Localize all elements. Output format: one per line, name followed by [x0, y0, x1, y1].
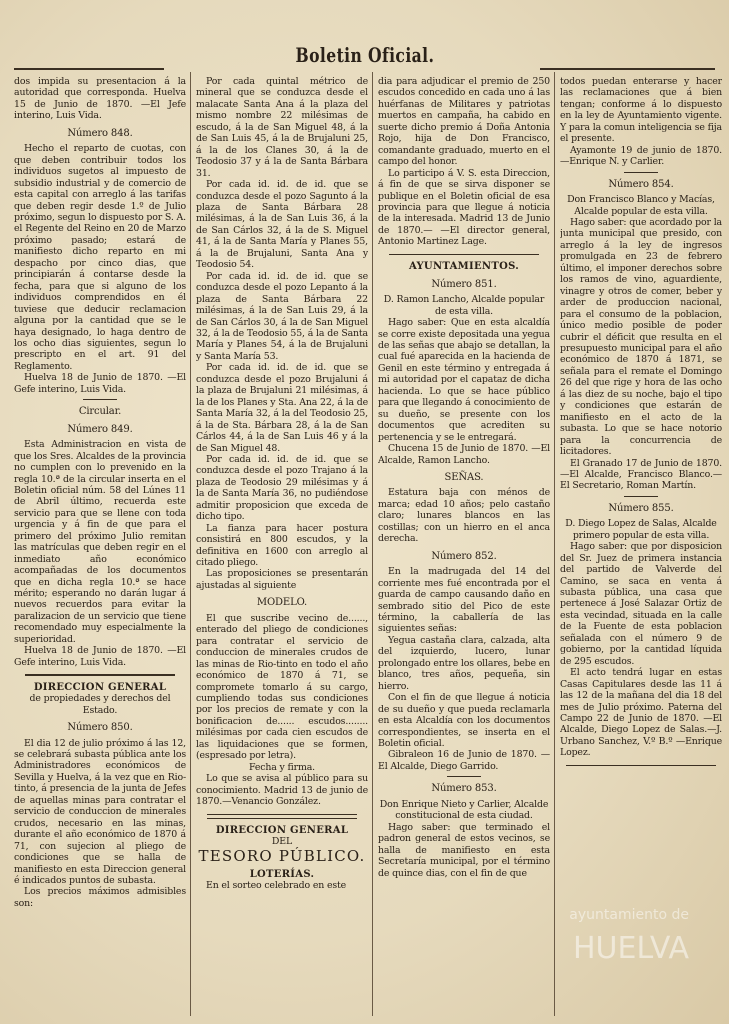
paragraph: Gibraleon 16 de Junio de 1870. —El Alcalde, Diego Garrido.: [378, 749, 550, 772]
separator-rule: [83, 399, 117, 400]
paragraph: Con el fin de que llegue á noticia de su dueño y que pueda reclamarla en esta Alcaldía con los documentos correspondientes, se inserta en el Boletin oficial.: [378, 692, 550, 749]
paragraph: Esta Administracion en vista de que los Sres. Alcaldes de la provincia no cumplen con lo prevenido en la regla 10.ª de la circular inserta en el Boletin oficial núm. 58 del Lúnes 11 de Abril último, recuerda este servicio para que se llene con toda urgencia y á fin de que para el primero del próximo Julio remitan las matrículas que deben regir en el inmediato año económico acompañadas de los documentos que en dicha regla 10.ª se hace mérito; esperando no darán lugar á nuevos recuerdos para evitar la paralizacion de un servicio que tiene recomendado muy especialmente la superioridad.: [14, 439, 186, 645]
section-heading: DIRECCION GENERAL: [33, 681, 167, 693]
section-heading: Número 848.: [67, 127, 133, 139]
paragraph: Hago saber: que terminado el padron general de estos vecinos, se halla de manifiesto en esta Secretaría municipal, por el término de quince dias, con el fin de que: [378, 821, 550, 879]
separator-rule: [624, 172, 658, 173]
paragraph: Hago saber: que por disposicion del Sr. Juez de primera instancia del partido de Valverde del Camino, se saca en venta á subasta pública, una casa que pertenece á José Salazar Ortiz de esta vecindad, situada en la calle de la Fuente de esta poblacion señalada con el número 9 de gobierno, por la cantidad líquida de 295 escudos.: [560, 541, 722, 667]
paragraph: Estatura baja con ménos de marca; edad 10 años; pelo castaño claro; lunares blancos en las costillas; con un hierro en el anca derecha.: [378, 487, 550, 545]
paragraph: Yegua castaña clara, calzada, alta del izquierdo, lucero, lunar prolongado entre los ollares, bebe en blanco, tres años, pequeña, sin hierro.: [378, 634, 550, 692]
paragraph: Don Francisco Blanco y Macías, Alcalde popular de esta villa.: [567, 194, 715, 217]
paragraph: El acto tendrá lugar en estas Casas Capitulares desde las 11 á las 12 de la mañana del dia 18 del mes de Julio próximo. Paterna del Campo 22 de Junio de 1870. —El Alcalde, Diego Lopez de Salas.—J. Urbano Sanchez, V.º B.º —Enrique Lopez.: [560, 667, 722, 759]
paragraph: Huelva 18 de Junio de 1870. —El Gefe interino, Luis Vida.: [14, 372, 186, 395]
column-divider: [372, 72, 373, 1016]
section-heading: Número 849.: [67, 423, 133, 435]
separator-rule: [447, 776, 481, 777]
paragraph: La fianza para hacer postura consistirá en 800 escudos, y la definitiva en 1600 con arreglo al citado pliego.: [196, 522, 368, 569]
separator-rule: [25, 674, 175, 676]
column-divider: [554, 72, 555, 1016]
separator-rule: [207, 814, 357, 819]
paragraph: Por cada id. id. de id. que se conduzca desde el pozo Sagunto á la plaza de Santa Bárbara 28 milésimas, á la de San Luis 36, á la de San Cárlos 32, á la de S. Miguel 41, á la de Santa María y Planes 55, á la de Brujaluni, Santa Ana y Teodosio 54.: [196, 179, 368, 271]
paragraph: Hago saber: que acordado por la junta municipal que presido, con arreglo á la ley de ingresos promulgada en 23 de febrero último, el imponer derechos sobre los ramos de vino, aguardiente, vinagre y otros de comer, beber y arder de produccion nacional, para el consumo de la poblacion, único medio posible de poder cubrir el déficit que resulta en el presupuesto municipal para el año económico de 1870 á 1871, se señala para el remate el Domingo 26 del que rige y hora de las ocho á las diez de su noche, bajo el tipo y condiciones que estarán de manifiesto en el acto de la subasta. Lo que se hace notorio para la concurrencia de licitadores.: [560, 216, 722, 458]
section-heading: Número 852.: [431, 550, 497, 562]
column-3: [378, 76, 550, 1016]
section-heading: DIRECCION GENERAL: [215, 824, 349, 836]
paragraph: El dia 12 de julio próximo á las 12, se celebrará subasta pública ante los Administradores económicos de Sevilla y Huelva, á la vez que en Rio-tinto, á presencia de la junta de Jefes de aquellas minas para contratar el servicio de conduccion de minerales crudos, necesario en las minas, durante el año económico de 1870 á 71, con sujecion al pliego de condiciones que se halla de manifiesto en esta Direccion general é indicados puntos de subasta.: [14, 737, 186, 886]
paragraph: Huelva 18 de Junio de 1870. —El Gefe interino, Luis Vida.: [14, 645, 186, 668]
section-heading: Número 855.: [608, 502, 674, 514]
section-heading: Número 854.: [608, 178, 674, 190]
section-heading: Número 853.: [431, 783, 497, 795]
section-heading: TESORO PÚBLICO.: [198, 847, 366, 866]
masthead-rule-right: [540, 68, 715, 70]
paragraph: Hecho el reparto de cuotas, con que deben contribuir todos los individuos sugetos al impuesto de subsidio industrial y de comercio de esta capital con arreglo á las tarifas que deben regir desde 1.º de Julio próximo, segun lo dispuesto por S. A. el Regente del Reino en 20 de Marzo próximo pasado; estará de manifiesto dicho reparto en mi despacho por cinco dias, que principiarán á contarse desde la fecha, para que si alguno de los individuos comprendidos en él tuviese que deducir reclamacion alguna por la cantidad que se le haya designado, lo haga dentro de los ocho dias siguientes, segun lo prescripto en el art. 91 del Reglamento.: [14, 143, 186, 372]
paragraph: Fecha y firma.: [249, 761, 315, 773]
section-heading: Número 851.: [431, 278, 497, 290]
separator-rule: [624, 496, 658, 497]
paragraph: todos puedan enterarse y hacer las reclamaciones que á bien tengan; conforme á lo dispuesto en la ley de Ayuntamiento vigente. Y para la comun inteligencia se fija el presente.: [560, 76, 722, 145]
paragraph: Chucena 15 de Junio de 1870. —El Alcalde, Ramon Lancho.: [378, 443, 550, 466]
masthead: [0, 40, 729, 70]
column-divider: [190, 72, 191, 1016]
column-1: [14, 76, 186, 1016]
separator-rule: [389, 254, 539, 256]
paragraph: Ayamonte 19 de junio de 1870. —Enrique N. y Carlier.: [560, 144, 722, 168]
watermark-line1: ayuntamiento de: [569, 907, 689, 923]
section-heading: LOTERÍAS.: [249, 868, 315, 880]
paragraph: Los precios máximos admisibles son:: [14, 886, 186, 909]
paragraph: dos impida su presentacion á la autoridad que corresponda. Huelva 15 de Junio de 1870. —El Jefe interino, Luis Vida.: [14, 76, 186, 122]
paragraph: El que suscribe vecino de......, enterado del pliego de condiciones para contratar el servicio de conduccion de minerales crudos de las minas de Rio-tinto en todo el año económico de 1870 á 71, se compromete tomarlo á su cargo, cumpliendo todas sus condiciones por los precios de remate y con la bonificacion de...... escudos........ milésimas por cada cien escudos de las liquidaciones que se formen, (espresado por letra).: [196, 612, 368, 762]
paragraph: Por cada id. id. de id. que se conduzca desde el pozo Lepanto á la plaza de Santa Bárbara 22 milésimas, á la de San Luis 29, á la de San Cárlos 30, á la de San Miguel 32, á la de Teodosio 55, á la de Santa María y Planes 54, á la de Brujaluni y Santa María 53.: [196, 270, 368, 362]
paragraph: El Granado 17 de Junio de 1870.—El Alcalde, Francisco Blanco.—El Secretario, Roman Martín.: [560, 457, 722, 492]
paragraph: dia para adjudicar el premio de 250 escudos concedido en cada uno á las huérfanas de Militares y patriotas muertos en campaña, ha cabido en suerte dicho premio á Doña Antonia Rojo, hija de Don Francisco, comandante graduado, muerto en el campo del honor.: [378, 76, 550, 168]
watermark: [569, 898, 689, 966]
paragraph: DEL: [271, 836, 293, 847]
section-heading: SEÑAS.: [444, 472, 484, 483]
section-heading: Circular.: [78, 406, 122, 418]
separator-rule: [566, 765, 716, 767]
paragraph: D. Ramon Lancho, Alcalde popular de esta villa.: [383, 294, 545, 317]
section-heading: MODELO.: [256, 597, 308, 609]
paragraph: D. Diego Lopez de Salas, Alcalde primero popular de esta villa.: [565, 518, 717, 541]
paragraph: Por cada id. id. de id. que se conduzca desde el pozo Brujaluni á la plaza de Brujaluni 21 milésimas, á la de los Planes y Sta. Ana 22, á la de Santa María 32, á la del Teodosio 25, á la de Sta. Bárbara 28, á la de San Cárlos 44, á la de San Luis 46 y á la de San Miguel 48.: [196, 362, 368, 454]
paragraph: Don Enrique Nieto y Carlier, Alcalde constitucional de esta ciudad.: [379, 798, 549, 822]
paragraph: En la madrugada del 14 del corriente mes fué encontrada por el guarda de campo causando daño en sembrado sitio del Pico de este término, la caballería de las siguientes señas:: [378, 566, 550, 635]
paragraph: de propiedades y derechos del Estado.: [29, 693, 171, 716]
column-4: [560, 76, 722, 1016]
paragraph: Hago saber: Que en esta alcaldía se corre existe depositada una yegua de las señas que abajo se detallan, la cual fué aparecida en la hacienda de Genil en este término y entregada á mi autoridad por el capataz de dicha hacienda. Lo que se hace público para que llegando á conocimiento de su dueño, se presente con los documentos que acrediten su pertenencia y se le entregará.: [378, 317, 550, 443]
masthead-rule-left: [14, 68, 164, 70]
paragraph: Lo participo á V. S. esta Direccion, á fin de que se sirva disponer se publique en el Boletin oficial de esa provincia para que llegue á noticia de la interesada. Madrid 13 de Junio de 1870.— —El director general, Antonio Martinez Lage.: [378, 167, 550, 248]
section-heading: Número 850.: [67, 722, 133, 734]
paragraph: En el sorteo celebrado en este: [206, 880, 347, 892]
section-heading: AYUNTAMIENTOS.: [408, 261, 520, 273]
paragraph: Lo que se avisa al público para su conocimiento. Madrid 13 de junio de 1870.—Venancio González.: [196, 773, 368, 808]
paragraph: Las proposiciones se presentarán ajustadas al siguiente: [196, 568, 368, 591]
paragraph: Por cada quintal métrico de mineral que se conduzca desde el malacate Santa Ana á la plaza del mismo nombre 22 milésimas de escudo, á la de San Miguel 48, á la de San Luis 45, á la de Brujaluni 25, á la de los Clanes 30, á la de Teodosio 37 y á la de Santa Bárbara 31.: [196, 76, 368, 179]
column-2: [196, 76, 368, 1016]
watermark-line2: HUELVA: [572, 931, 689, 966]
paragraph: Por cada id. id. de id. que se conduzca desde el pozo Trajano á la plaza de Teodosio 29 milésimas y á la de Santa María 36, no pudiéndose admitir proposicion que exceda de dicho tipo.: [196, 453, 368, 523]
masthead-title: Boletin Oficial.: [295, 43, 434, 67]
